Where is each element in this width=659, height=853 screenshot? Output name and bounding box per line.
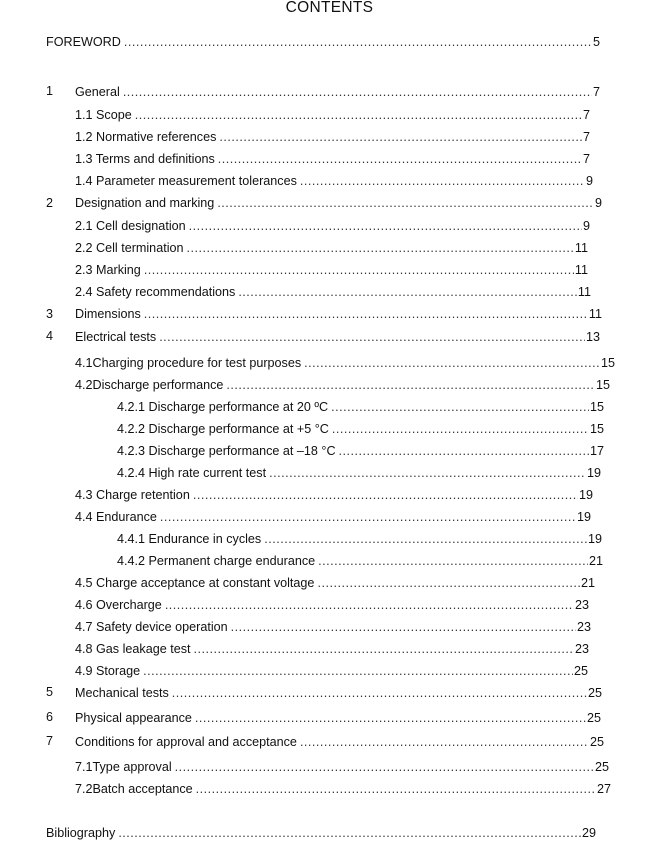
toc-label: 4.2.2 Discharge performance at +5 °C	[117, 422, 329, 436]
toc-number: 3	[46, 307, 54, 321]
toc-entry[interactable]	[75, 262, 588, 278]
toc-entry[interactable]	[75, 781, 611, 797]
leader-dots	[175, 759, 594, 775]
toc-page: 15	[589, 422, 604, 436]
leader-dots	[269, 465, 586, 481]
leader-dots	[160, 509, 576, 525]
toc-page: 27	[596, 782, 611, 796]
toc-entry[interactable]	[75, 284, 591, 300]
toc-label: 2.2 Cell termination	[75, 241, 184, 255]
toc-label: Charging procedure for test purposes	[92, 356, 302, 370]
toc-label: 4.4.1 Endurance in cycles	[117, 532, 262, 546]
leader-dots	[189, 218, 582, 234]
toc-page: 11	[574, 241, 588, 255]
toc-entry-bibliography[interactable]	[46, 825, 596, 841]
leader-dots	[165, 597, 574, 613]
toc-entry[interactable]	[75, 759, 609, 775]
toc-entry[interactable]	[75, 575, 595, 591]
toc-page: 25	[589, 735, 604, 749]
leader-dots	[194, 641, 574, 657]
toc-label: 4.5 Charge acceptance at constant voltage	[75, 576, 315, 590]
toc-label: 1.3 Terms and definitions	[75, 152, 215, 166]
toc-page: 15	[589, 400, 604, 414]
toc-entry[interactable]	[117, 465, 601, 481]
toc-entry[interactable]	[117, 443, 604, 459]
toc-entry[interactable]	[75, 509, 591, 525]
toc-subnumber: 7.2	[75, 782, 93, 796]
leader-dots	[304, 355, 600, 371]
toc-entry[interactable]	[117, 531, 602, 547]
toc-page: 7	[582, 130, 590, 144]
leader-dots	[195, 710, 586, 726]
toc-page: 7	[582, 108, 590, 122]
toc-entry[interactable]	[75, 151, 590, 167]
toc-number: 6	[46, 710, 54, 724]
toc-label: 4.2.3 Discharge performance at –18 °C	[117, 444, 336, 458]
toc-page: 9	[582, 219, 590, 233]
toc-label: 4.9 Storage	[75, 664, 141, 678]
leader-dots	[196, 781, 596, 797]
toc-page: 19	[578, 488, 593, 502]
toc-label: 4.8 Gas leakage test	[75, 642, 191, 656]
leader-dots	[144, 262, 574, 278]
toc-label: Mechanical tests	[75, 686, 169, 700]
toc-page: 25	[594, 760, 609, 774]
toc-number: 7	[46, 734, 54, 748]
toc-label: 4.2.1 Discharge performance at 20 ºC	[117, 400, 329, 414]
toc-label: 1.2 Normative references	[75, 130, 217, 144]
toc-label: 1.1 Scope	[75, 108, 132, 122]
toc-page: 25	[573, 664, 588, 678]
toc-label: FOREWORD	[46, 35, 121, 49]
toc-entry[interactable]	[117, 553, 603, 569]
toc-page: 25	[587, 686, 602, 700]
leader-dots	[135, 107, 582, 123]
toc-page: 9	[585, 174, 593, 188]
toc-entry-foreword[interactable]	[46, 34, 600, 50]
toc-label: General	[75, 85, 120, 99]
toc-entry[interactable]	[75, 84, 600, 100]
toc-label: 4.2.4 High rate current test	[117, 466, 267, 480]
toc-label: 1.4 Parameter measurement tolerances	[75, 174, 297, 188]
toc-label: 2.1 Cell designation	[75, 219, 186, 233]
toc-page: 11	[574, 263, 588, 277]
toc-subnumber: 7.1	[75, 760, 93, 774]
leader-dots	[219, 129, 582, 145]
toc-entry[interactable]	[75, 218, 590, 234]
toc-entry[interactable]	[75, 240, 588, 256]
toc-entry[interactable]	[75, 710, 601, 726]
toc-label: Conditions for approval and acceptance	[75, 735, 297, 749]
toc-entry[interactable]	[75, 685, 602, 701]
leader-dots	[300, 173, 585, 189]
toc-page: 11	[577, 285, 591, 299]
toc-number: 5	[46, 685, 54, 699]
toc-label: Type approval	[92, 760, 172, 774]
leader-dots	[332, 421, 589, 437]
toc-page: 25	[586, 711, 601, 725]
toc-page: 21	[580, 576, 595, 590]
leader-dots	[124, 34, 592, 50]
toc-label: 4.7 Safety device operation	[75, 620, 228, 634]
toc-entry[interactable]	[75, 306, 602, 322]
toc-entry[interactable]	[75, 641, 589, 657]
toc-label: Physical appearance	[75, 711, 192, 725]
toc-page: 23	[576, 620, 591, 634]
toc-label: Designation and marking	[75, 196, 215, 210]
leader-dots	[159, 329, 585, 345]
toc-page: 19	[586, 466, 601, 480]
toc-entry[interactable]	[117, 399, 604, 415]
leader-dots	[238, 284, 577, 300]
toc-entry[interactable]	[75, 619, 591, 635]
toc-label: 4.4 Endurance	[75, 510, 157, 524]
leader-dots	[300, 734, 589, 750]
leader-dots	[317, 575, 580, 591]
page-title: CONTENTS	[285, 0, 374, 16]
toc-page: 17	[589, 444, 604, 458]
leader-dots	[187, 240, 574, 256]
toc-page: 5	[592, 35, 600, 49]
toc-page: 29	[581, 826, 596, 840]
toc-page: 23	[574, 642, 589, 656]
leader-dots	[318, 553, 588, 569]
toc-page: 15	[600, 356, 615, 370]
toc-number: 4	[46, 329, 54, 343]
toc-number: 2	[46, 196, 54, 210]
toc-entry[interactable]	[75, 355, 615, 371]
toc-entry[interactable]	[75, 107, 590, 123]
toc-page: 7	[582, 152, 590, 166]
toc-label: 4.3 Charge retention	[75, 488, 190, 502]
leader-dots	[339, 443, 589, 459]
toc-page: 7	[592, 85, 600, 99]
toc-number: 1	[46, 84, 54, 98]
toc-label: Batch acceptance	[92, 782, 193, 796]
leader-dots	[331, 399, 589, 415]
toc-page: 21	[588, 554, 603, 568]
toc-label: 4.6 Overcharge	[75, 598, 162, 612]
leader-dots	[264, 531, 587, 547]
toc-page: 11	[588, 307, 602, 321]
toc-entry[interactable]	[75, 377, 610, 393]
leader-dots	[144, 306, 588, 322]
toc-page: 19	[576, 510, 591, 524]
toc-label: Discharge performance	[92, 378, 224, 392]
leader-dots	[217, 195, 594, 211]
leader-dots	[143, 663, 573, 679]
toc-entry[interactable]	[75, 195, 602, 211]
leader-dots	[193, 487, 578, 503]
leader-dots	[172, 685, 587, 701]
toc-page: 19	[587, 532, 602, 546]
toc-page: 15	[595, 378, 610, 392]
toc-page: 9	[594, 196, 602, 210]
toc-entry[interactable]	[75, 734, 604, 750]
toc-label: 4.4.2 Permanent charge endurance	[117, 554, 316, 568]
leader-dots	[226, 377, 595, 393]
toc-label: Dimensions	[75, 307, 141, 321]
leader-dots	[118, 825, 581, 841]
toc-label: Bibliography	[46, 826, 116, 840]
toc-entry[interactable]	[75, 597, 589, 613]
leader-dots	[123, 84, 592, 100]
toc-label: 2.4 Safety recommendations	[75, 285, 236, 299]
toc-entry[interactable]	[75, 487, 593, 503]
toc-subnumber: 4.2	[75, 378, 93, 392]
toc-label: Electrical tests	[75, 330, 157, 344]
leader-dots	[231, 619, 576, 635]
toc-page: 23	[574, 598, 589, 612]
toc-entry[interactable]	[75, 129, 590, 145]
toc-entry[interactable]	[75, 329, 600, 345]
toc-page: 13	[585, 330, 600, 344]
toc-entry[interactable]	[117, 421, 604, 437]
leader-dots	[218, 151, 582, 167]
toc-entry[interactable]	[75, 173, 593, 189]
toc-entry[interactable]	[75, 663, 588, 679]
toc-subnumber: 4.1	[75, 356, 93, 370]
toc-label: 2.3 Marking	[75, 263, 141, 277]
